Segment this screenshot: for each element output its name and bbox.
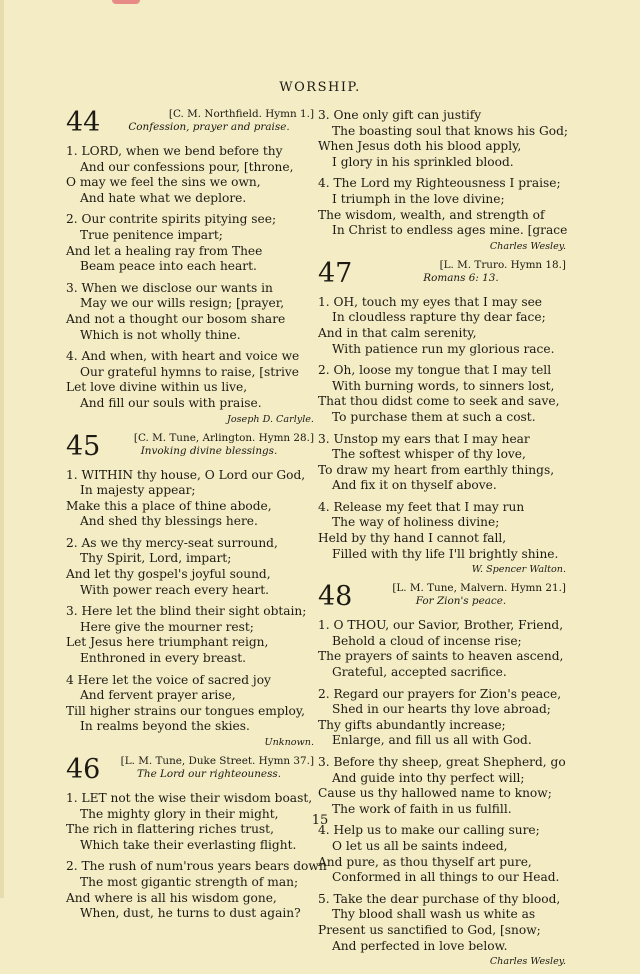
hymn-meter: [L. M. Tune, Duke Street. Hymn 37.] [120,755,314,767]
verse-line: Let Jesus here triumphant reign, [66,635,269,650]
hymn-attribution: Unknown. [264,737,314,748]
stanza [318,176,566,238]
stanza [318,500,566,562]
stanza [66,604,314,666]
hymn-subtitle: Invoking divine blessings. [140,444,278,457]
stanza [66,859,327,921]
verse-line: 3. One only gift can justify [318,108,482,122]
verse-line: Our grateful hymns to raise, [strive [80,364,299,379]
verse-line: I triumph in the love divine; [332,191,505,206]
verse-line: Grateful, accepted sacrifice. [332,665,507,680]
hymn-header [318,582,566,612]
hymn-attribution: Charles Wesley. [489,240,566,252]
stanza [66,673,314,735]
hymn-number: 48 [318,581,353,613]
verse-line: And let thy gospel's joyful sound, [66,567,271,582]
verse-line: 2. Regard our prayers for Zion's peace, [318,686,562,701]
verse-line: Thy Spirit, Lord, impart; [80,551,232,566]
hymn-subtitle: The Lord our righteouness. [136,768,282,780]
hymn-meta [104,755,314,781]
verse-line: When Jesus doth his blood apply, [318,139,522,154]
hymn-number: 47 [318,257,353,289]
verse-line: That thou didst come to seek and save, [318,394,560,409]
verse-line: 2. Our contrite spirits pitying see; [66,212,277,227]
verse-line: 1. OH, touch my eyes that I may see [318,294,542,309]
verse-line: In realms beyond the skies. [80,719,250,734]
hymn-subtitle: For Zion's peace. [415,595,507,608]
stanza [318,755,566,817]
stanza [66,212,314,274]
stanza [66,281,314,343]
hymn-number: 44 [66,107,101,138]
page-header: WORSHIP. [279,80,361,95]
verse-line: And hate what we deplore. [80,190,247,205]
stanza [318,363,566,425]
verse-line: Thy gifts abundantly increase; [318,717,506,732]
stanza [318,892,566,954]
hymn-attribution: W. Spencer Walton. [471,564,566,576]
hymn-subtitle: Romans 6: 13. [423,271,499,284]
hymn-meter: [L. M. Tune, Malvern. Hymn 21.] [392,582,566,595]
verse-line: 4. The Lord my Righteousness I praise; [318,176,561,191]
right-column [318,108,569,974]
verse-line: And fill our souls with praise. [80,395,262,410]
hymn-number: 46 [66,754,101,785]
verse-line: 3. Here let the blind their sight obtain; [66,604,307,619]
verse-line: To draw my heart from earthly things, [318,462,555,477]
stanza [318,108,569,170]
verse-line: And let a healing ray from Thee [66,243,263,258]
verse-line: 4 Here let the voice of sacred joy [66,672,271,687]
verse-line: Shed in our hearts thy love abroad; [332,702,551,717]
verse-line: Enthroned in every breast. [80,651,247,666]
hymn-attribution: Joseph D. Carlyle. [227,413,314,425]
hymn-attribution: Charles Wesley. [489,956,566,968]
verse-line: Here give the mourner rest; [80,619,254,634]
verse-line: 4. Help us to make our calling sure; [318,823,540,838]
verse-line: Present us sanctified to God, [snow; [318,922,541,937]
verse-line: The wisdom, wealth, and strength of [318,207,545,222]
verse-line: 1. O THOU, our Savior, Brother, Friend, [318,618,564,633]
verse-line: With patience run my glorious race. [332,341,555,356]
stanza [66,468,314,530]
verse-line: I glory in his sprinkled blood. [332,154,514,169]
hymn-44 [66,108,314,426]
verse-line: 2. Oh, loose my tongue that I may tell [318,363,552,378]
verse-line: 3. Unstop my ears that I may hear [318,431,530,446]
hymn-meta [104,108,314,134]
verse-line: Thy blood shall wash us white as [332,907,536,922]
verse-line: Till higher strains our tongues employ, [66,703,306,718]
hymn-meta [356,259,566,285]
verse-line: 2. The rush of num'rous years bears down [66,859,327,874]
verse-line: May we our wills resign; [prayer, [80,296,285,311]
hymn-number: 45 [66,430,101,462]
verse-line: 1. LORD, when we bend before thy [66,144,283,158]
hymn-meter: [C. M. Tune, Arlington. Hymn 28.] [133,431,314,444]
verse-line: The rich in flattering riches trust, [66,822,274,837]
verse-line: In cloudless rapture thy dear face; [332,310,546,325]
verse-line: Beam peace into each heart. [80,259,257,274]
verse-line: Let love divine within us live, [66,380,248,395]
verse-line: The way of holiness divine; [332,515,500,530]
verse-line: With power reach every heart. [80,582,269,597]
stanza [318,687,566,749]
hymn-meter: [C. M. Northfield. Hymn 1.] [168,108,314,120]
verse-line: 4. And when, with heart and voice we [66,349,300,364]
hymn-header [66,755,314,785]
stanza [66,349,314,411]
verse-line: Which take their everlasting flight. [80,837,297,852]
verse-line: The mighty glory in their might, [80,806,279,821]
verse-line: The work of faith in us fulfill. [332,801,512,816]
verse-line: In Christ to endless ages mine. [grace [332,223,568,238]
verse-line: And in that calm serenity, [318,325,477,340]
stanza [318,823,566,885]
verse-line: In majesty appear; [80,483,196,498]
stanza [66,536,314,598]
verse-line: O let us all be saints indeed, [332,838,508,853]
verse-line: Behold a cloud of incense rise; [332,633,522,648]
verse-line: The softest whisper of thy love, [332,447,526,462]
verse-line: 3. Before thy sheep, great Shepherd, go [318,755,566,769]
hymn-meta [356,582,566,608]
verse-line: Conformed in all things to our Head. [332,870,560,885]
verse-line: And our confessions pour, [throne, [80,159,294,174]
verse-line: With burning words, to sinners lost, [332,378,555,393]
hymn-header [66,108,314,138]
verse-line: To purchase them at such a cost. [332,409,536,424]
verse-line: 1. WITHIN thy house, O Lord our God, [66,467,306,482]
verse-line: The boasting soul that knows his God; [332,123,569,138]
hymn-meter: [L. M. Truro. Hymn 18.] [439,258,566,271]
verse-line: Enlarge, and fill us all with God. [332,733,532,748]
stanza [318,295,566,357]
verse-line: 2. As we thy mercy-seat surround, [66,535,278,550]
verse-line: The prayers of saints to heaven ascend, [318,649,564,664]
stanza [66,144,314,206]
verse-line: When, dust, he turns to dust again? [80,906,301,921]
verse-line: And fix it on thyself above. [332,478,497,493]
hymn-48 [318,582,566,968]
verse-line: The most gigantic strength of man; [80,874,299,889]
verse-line: And shed thy blessings here. [80,514,258,529]
verse-line: True penitence impart; [80,227,223,242]
stanza [318,618,566,680]
verse-line: Filled with thy life I'll brightly shine. [332,546,559,561]
verse-line: And guide into thy perfect will; [332,770,525,785]
hymn-47 [318,259,566,577]
hymn-subtitle: Confession, prayer and praise. [128,121,290,133]
page-number: 15 [311,813,329,828]
page-edge [0,0,4,898]
verse-line: Cause us thy hallowed name to know; [318,786,552,801]
verse-line: 5. Take the dear purchase of thy blood, [318,891,561,906]
verse-line: 3. When we disclose our wants in [66,280,273,295]
verse-line: Which is not wholly thine. [80,327,241,342]
hymn-header [66,432,314,462]
verse-line: And pure, as thou thyself art pure, [318,854,532,869]
verse-line: And fervent prayer arise, [80,688,236,703]
red-tab-mark [112,0,140,4]
verse-line: 4. Release my feet that I may run [318,499,525,514]
stanza [318,432,566,494]
verse-line: And not a thought our bosom share [66,311,286,326]
verse-line: And where is all his wisdom gone, [66,890,277,905]
verse-line: And perfected in love below. [332,938,508,953]
verse-line: Make this a place of thine abode, [66,498,272,513]
hymn-meta [104,432,314,458]
hymn-45 [66,432,314,750]
hymn-header [318,259,566,289]
verse-line: 1. LET not the wise their wisdom boast, [66,791,313,805]
verse-line: Held by thy hand I cannot fall, [318,531,507,546]
verse-line: O may we feel the sins we own, [66,175,261,190]
